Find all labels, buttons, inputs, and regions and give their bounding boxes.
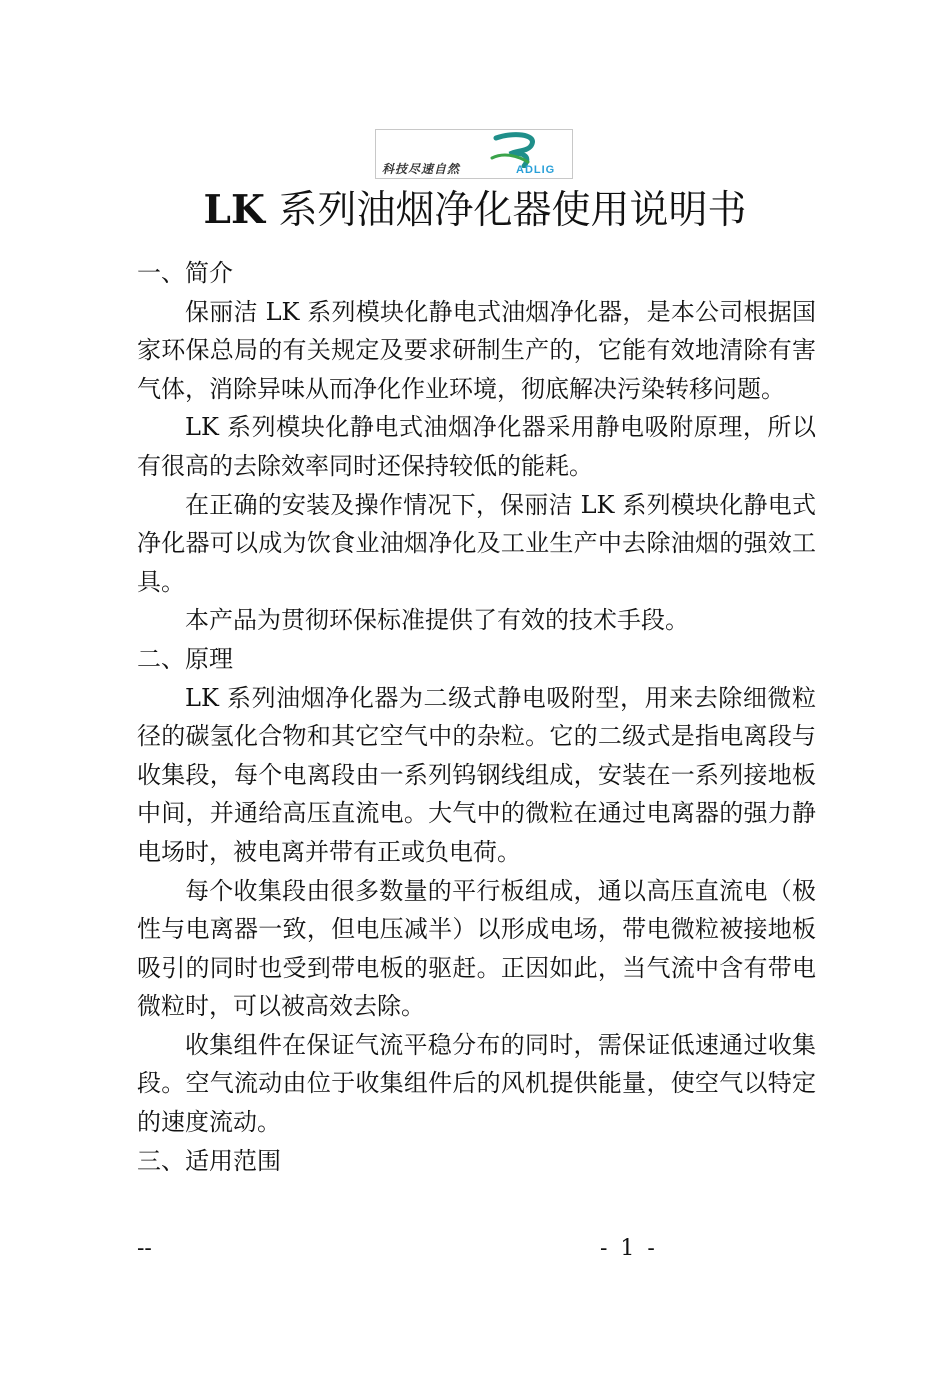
document-title [0,182,950,239]
footer-marker: -- [137,1236,152,1261]
document-body [137,254,816,1180]
page-number: - 1 - [600,1236,658,1261]
logo-slogan: 科技尽速自然 [382,162,461,176]
paragraph: 在正确的安装及操作情况下，保丽洁 LK 系列模块化静电式净化器可以成为饮食业油烟净化及工业生产中去除油烟的强效工具。 [137,490,816,596]
paragraph: 每个收集段由很多数量的平行板组成，通以高压直流电（极性与电离器一致，但电压减半）以形成电场，带电微粒被接地板吸引的同时也受到带电板的驱赶。正因如此，当气流中含有带电微粒时，可以被高效去除。 [137,876,816,1021]
logo-swoosh-icon [488,132,558,168]
company-logo [375,129,573,179]
paragraph: LK 系列模块化静电式油烟净化器采用静电吸附原理，所以有很高的去除效率同时还保持较低的能耗。 [137,413,816,480]
section-heading: 一、简介 [137,259,233,287]
logo-brand: ADLIG [516,164,556,176]
section-heading: 三、适用范围 [137,1146,281,1175]
paragraph: 本产品为贯彻环保标准提供了有效的技术手段。 [185,606,689,635]
title-lk: LK [203,187,265,233]
paragraph: 收集组件在保证气流平稳分布的同时，需保证低速通过收集段。空气流动由位于收集组件后的风机提供能量，使空气以特定的速度流动。 [137,1030,816,1137]
title-text: 系列油烟净化器使用说明书 [278,188,747,233]
paragraph: LK 系列油烟净化器为二级式静电吸附型，用来去除细微粒径的碳氢化合物和其它空气中的杂粒。它的二级式是指电离段与收集段，每个电离段由一系列钨钢线组成，安装在一系列接地板中间，并通给高压直流电。大气中的微粒在通过电离器的强力静电场时，被电离并带有正或负电荷。 [137,683,816,866]
section-heading: 二、原理 [137,644,233,673]
paragraph: 保丽洁 LK 系列模块化静电式油烟净化器，是本公司根据国家环保总局的有关规定及要求研制生产的，它能有效地清除有害气体，消除异味从而净化作业环境，彻底解决污染转移问题。 [137,297,816,403]
